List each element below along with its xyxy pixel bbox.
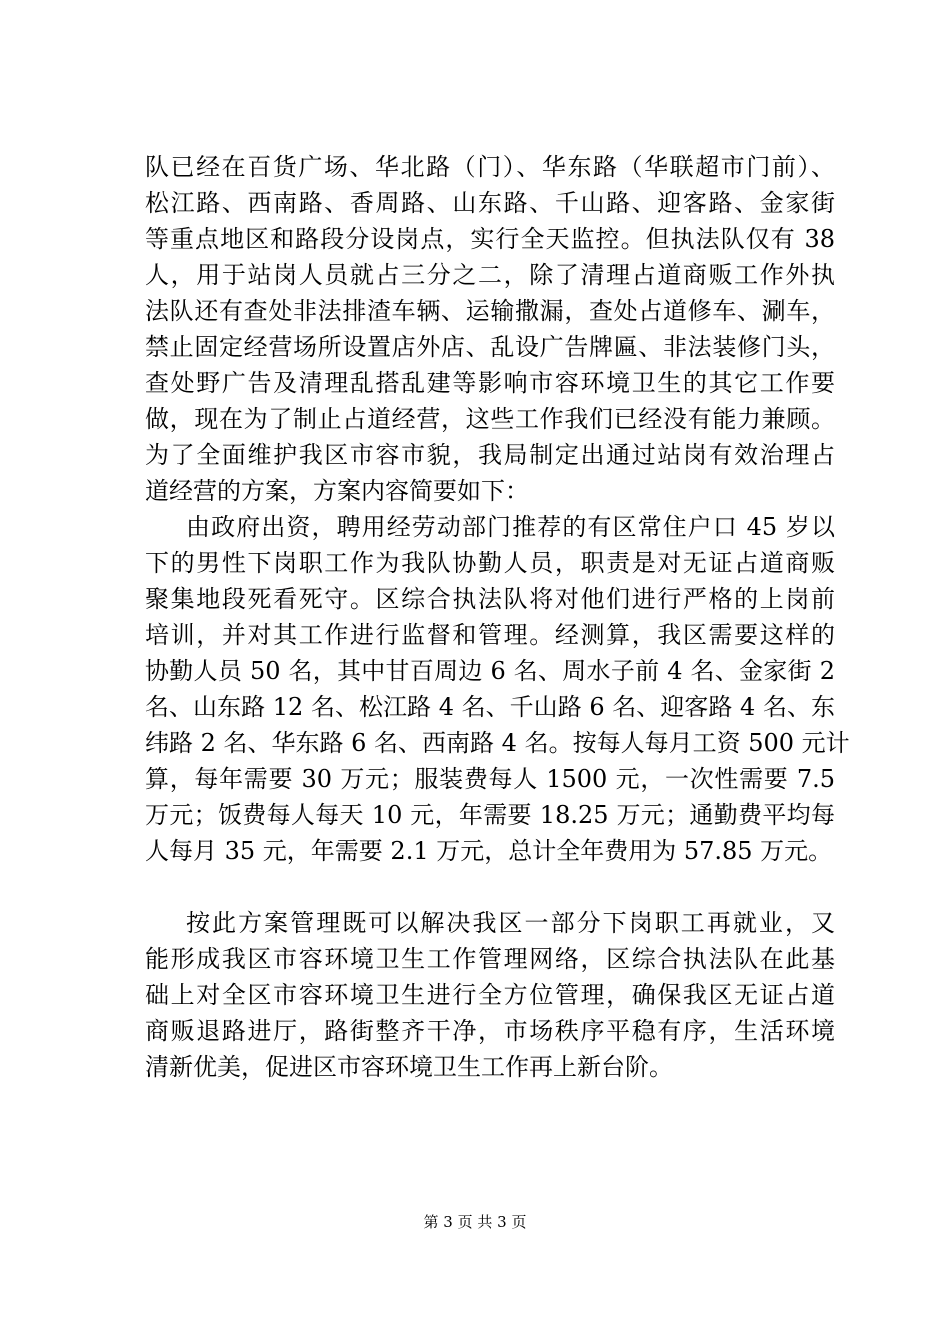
text-line: 清新优美，促进区市容环境卫生工作再上新台阶。 <box>145 1053 673 1081</box>
text-line: 为了全面维护我区市容市貌，我局制定出通过站岗有效治理占 <box>145 441 835 469</box>
document-body <box>145 149 850 1085</box>
paragraph-3 <box>145 905 835 1085</box>
text-line: 做，现在为了制止占道经营，这些工作我们已经没有能力兼顾。 <box>145 405 835 433</box>
paragraph-gap <box>145 869 835 905</box>
text-line: 能形成我区市容环境卫生工作管理网络，区综合执法队在此基 <box>145 945 835 973</box>
text-line: 培训，并对其工作进行监督和管理。经测算，我区需要这样的 <box>145 621 835 649</box>
text-line: 协勤人员 50 名，其中甘百周边 6 名、周水子前 4 名、金家街 2 <box>145 657 835 685</box>
text-line: 查处野广告及清理乱搭乱建等影响市容环境卫生的其它工作要 <box>145 369 835 397</box>
text-line: 松江路、西南路、香周路、山东路、千山路、迎客路、金家街 <box>145 189 835 217</box>
text-line: 纬路 2 名、华东路 6 名、西南路 4 名。按每人每月工资 500 元计 <box>145 729 850 757</box>
text-line: 道经营的方案，方案内容简要如下： <box>145 477 529 505</box>
text-line: 法队还有查处非法排渣车辆、运输撒漏，查处占道修车、涮车， <box>145 297 835 325</box>
text-line: 算，每年需要 30 万元；服装费每人 1500 元，一次性需要 7.5 <box>145 765 835 793</box>
text-line: 人，用于站岗人员就占三分之二，除了清理占道商贩工作外执 <box>145 261 835 289</box>
text-line: 万元；饭费每人每天 10 元，年需要 18.25 万元；通勤费平均每 <box>145 801 835 829</box>
paragraph-2 <box>145 509 850 869</box>
text-line: 下的男性下岗职工作为我队协勤人员，职责是对无证占道商贩 <box>145 549 835 577</box>
page-number-footer: 第 3 页 共 3 页 <box>423 1213 527 1231</box>
text-line: 聚集地段死看死守。区综合执法队将对他们进行严格的上岗前 <box>145 585 835 613</box>
text-line: 由政府出资，聘用经劳动部门推荐的有区常住户口 45 岁以 <box>186 513 835 541</box>
text-line: 名、山东路 12 名、松江路 4 名、千山路 6 名、迎客路 4 名、东 <box>145 693 835 721</box>
paragraph-1 <box>145 149 835 509</box>
text-line: 人每月 35 元，年需要 2.1 万元，总计全年费用为 57.85 万元。 <box>145 837 833 865</box>
text-line: 础上对全区市容环境卫生进行全方位管理，确保我区无证占道 <box>145 981 835 1009</box>
text-line: 等重点地区和路段分设岗点，实行全天监控。但执法队仅有 38 <box>145 225 835 253</box>
text-line: 队已经在百货广场、华北路（门）、华东路（华联超市门前）、 <box>145 153 835 181</box>
text-line: 按此方案管理既可以解决我区一部分下岗职工再就业，又 <box>186 909 835 937</box>
text-line: 商贩退路进厅，路街整齐干净，市场秩序平稳有序，生活环境 <box>145 1017 835 1045</box>
text-line: 禁止固定经营场所设置店外店、乱设广告牌匾、非法装修门头， <box>145 333 835 361</box>
